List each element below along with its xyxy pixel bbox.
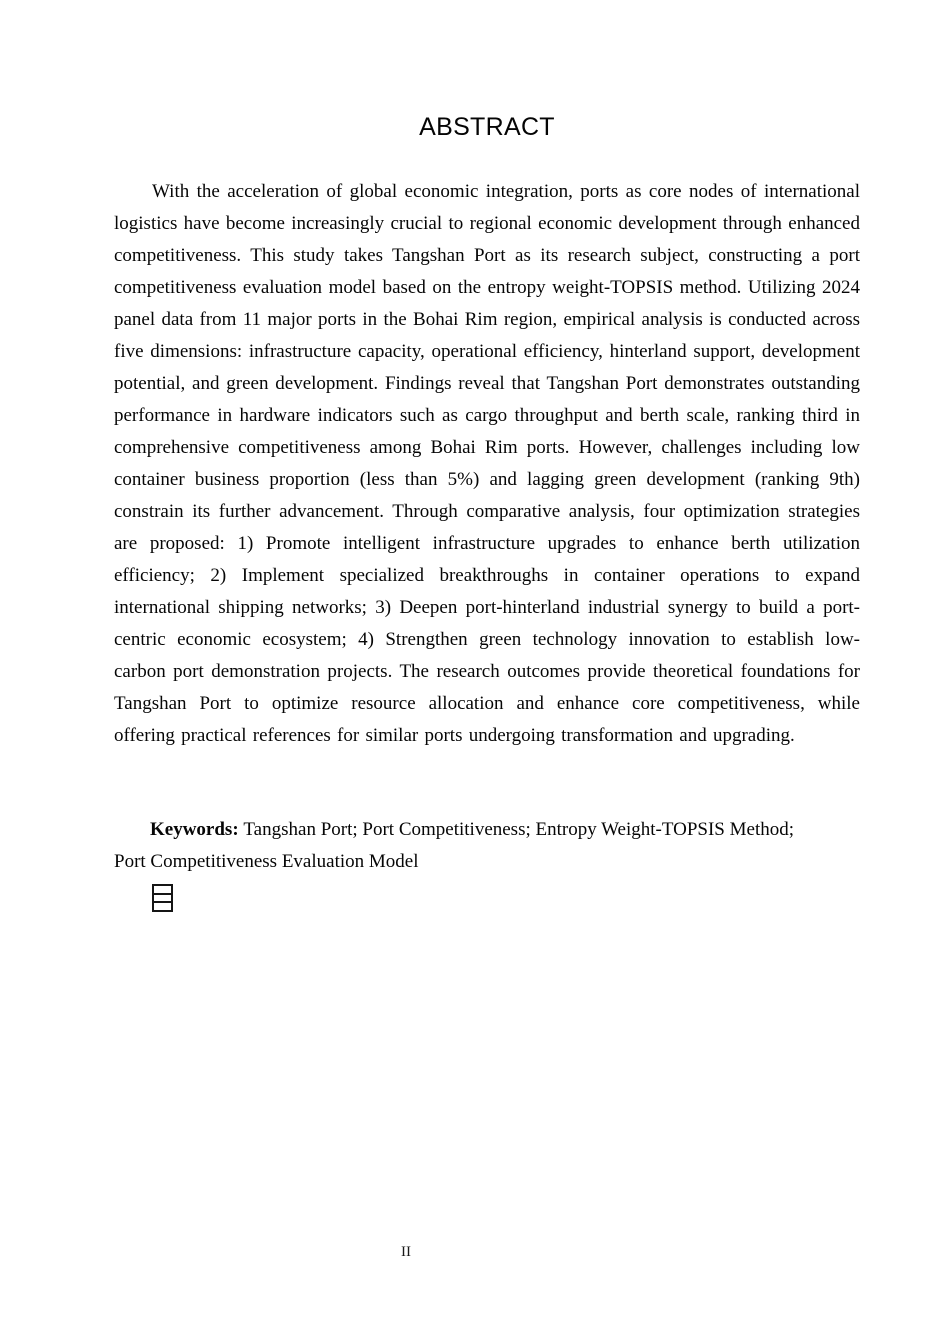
keywords-text-line2: Port Competitiveness Evaluation Model <box>114 851 419 872</box>
abstract-title: ABSTRACT <box>419 113 555 141</box>
toc-glyph-stroke <box>154 893 171 895</box>
keywords-text-line1: Tangshan Port; Port Competitiveness; Entropy Weight-TOPSIS Method; <box>243 819 794 840</box>
toc-heading-glyph <box>152 884 173 912</box>
toc-glyph-stroke <box>154 901 171 903</box>
keywords-line <box>114 814 860 878</box>
page-number: II <box>401 1244 411 1260</box>
abstract-paragraph: With the acceleration of global economic integration, ports as core nodes of international logistics have become increasingly crucial to regional economic development through enhanced competitiveness. This study takes Tangshan Port as its research subject, constructing a port competitiveness evaluation model based on the entropy weight-TOPSIS method. Utilizing 2024 panel data from 11 major ports in the Bohai Rim region, empirical analysis is conducted across five dimensions: infrastructure capacity, operational efficiency, hinterland support, development potential, and green development. Findings reveal that Tangshan Port demonstrates outstanding performance in hardware indicators such as cargo throughput and berth scale, ranking third in comprehensive competitiveness among Bohai Rim ports. However, challenges including low container business proportion (less than 5%) and lagging green development (ranking 9th) constrain its further advancement. Through comparative analysis, four optimization strategies are proposed: 1) Promote intelligent infrastructure upgrades to enhance berth utilization efficiency; 2) Implement specialized breakthroughs in container operations to expand international shipping networks; 3) Deepen port-hinterland industrial synergy to build a port-centric economic ecosystem; 4) Strengthen green technology innovation to establish low-carbon port demonstration projects. The research outcomes provide theoretical foundations for Tangshan Port to optimize resource allocation and enhance core competitiveness, while offering practical references for similar ports undergoing transformation and upgrading. <box>114 181 860 746</box>
keywords-label: Keywords: <box>150 819 244 840</box>
